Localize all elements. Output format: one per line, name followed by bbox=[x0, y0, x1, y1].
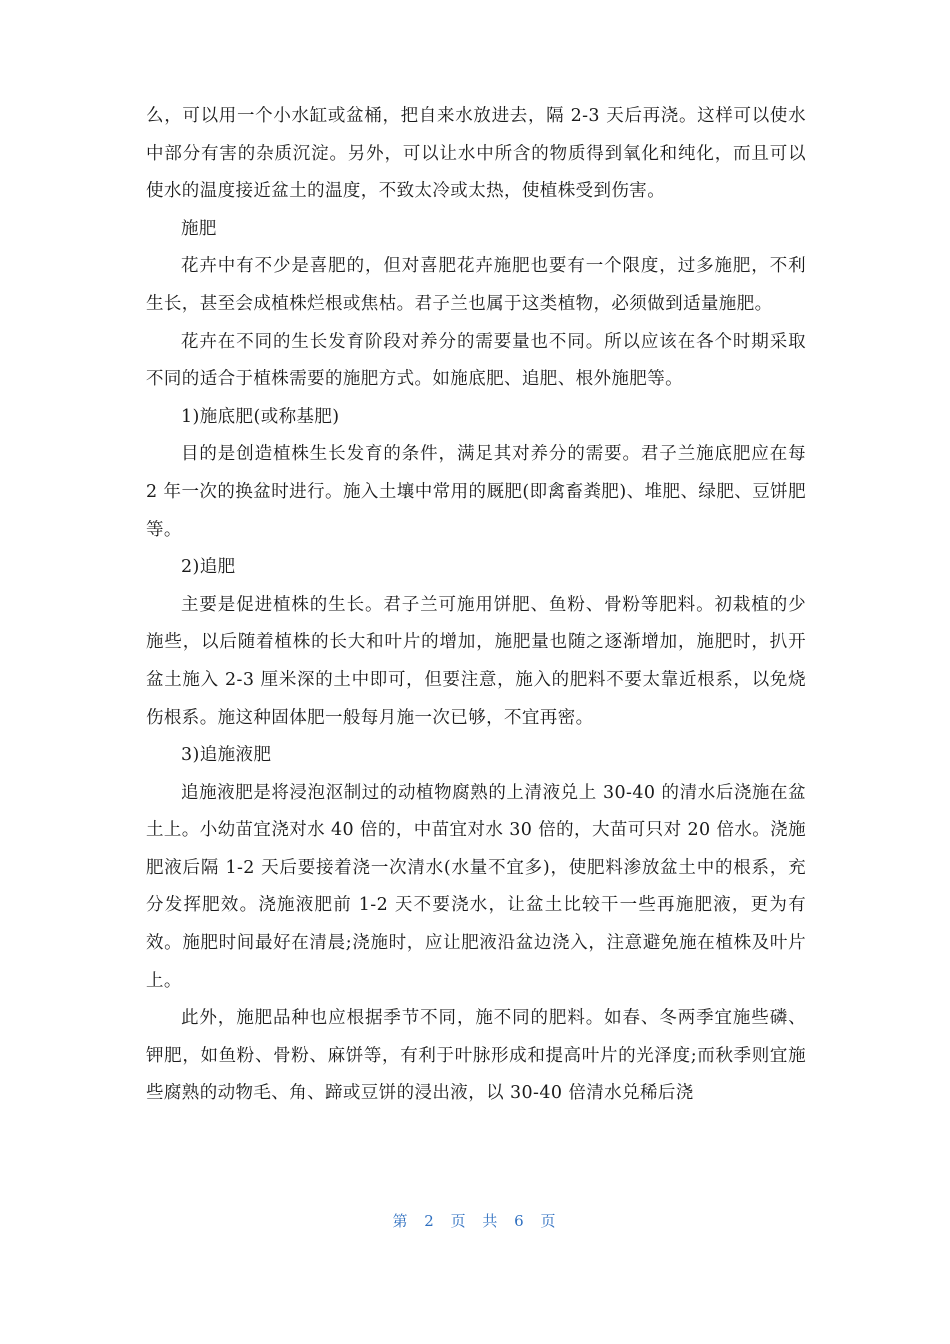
paragraph: 花卉中有不少是喜肥的，但对喜肥花卉施肥也要有一个限度，过多施肥，不利生长，甚至会成植株烂根或焦枯。君子兰也属于这类植物，必须做到适量施肥。 bbox=[146, 256, 806, 314]
document-body bbox=[146, 98, 806, 1113]
subheading-liquid-fertilizer: 3)追施液肥 bbox=[181, 745, 272, 766]
page-number-footer: 第 2 页 共 6 页 bbox=[392, 1212, 558, 1230]
section-heading-fertilizing: 施肥 bbox=[181, 218, 217, 239]
subheading-top-dressing: 2)追肥 bbox=[181, 557, 236, 578]
paragraph: 此外，施肥品种也应根据季节不同，施不同的肥料。如春、冬两季宜施些磷、钾肥，如鱼粉、骨粉、麻饼等，有利于叶脉形成和提高叶片的光泽度;而秋季则宜施些腐熟的动物毛、角、蹄或豆饼的浸出液，以 30-40 倍清水兑稀后浇 bbox=[146, 1008, 806, 1104]
paragraph-continuation: 么，可以用一个小水缸或盆桶，把自来水放进去，隔 2-3 天后再浇。这样可以使水中部分有害的杂质沉淀。另外，可以让水中所含的物质得到氧化和纯化，而且可以使水的温度接近盆土的温度，不致太冷或太热，使植株受到伤害。 bbox=[146, 106, 806, 202]
paragraph: 目的是创造植株生长发育的条件，满足其对养分的需要。君子兰施底肥应在每 2 年一次的换盆时进行。施入土壤中常用的厩肥(即禽畜粪肥)、堆肥、绿肥、豆饼肥等。 bbox=[146, 444, 806, 540]
paragraph: 花卉在不同的生长发育阶段对养分的需要量也不同。所以应该在各个时期采取不同的适合于植株需要的施肥方式。如施底肥、追肥、根外施肥等。 bbox=[146, 331, 806, 390]
paragraph: 主要是促进植株的生长。君子兰可施用饼肥、鱼粉、骨粉等肥料。初栽植的少施些，以后随着植株的长大和叶片的增加，施肥量也随之逐渐增加，施肥时，扒开盆土施入 2-3 厘米深的土中即可，但要注意，施入的肥料不要太靠近根系，以免烧伤根系。施这种固体肥一般每月施一次已够，不宜再密。 bbox=[146, 594, 806, 728]
paragraph: 追施液肥是将浸泡沤制过的动植物腐熟的上清液兑上 30-40 的清水后浇施在盆土上。小幼苗宜浇对水 40 倍的，中苗宜对水 30 倍的，大苗可只对 20 倍水。浇施肥液后隔 1-2 天后要接着浇一次清水(水量不宜多)，使肥料渗放盆土中的根系，充分发挥肥效。浇施液肥前 1-2 天不要浇水，让盆土比较干一些再施肥液，更为有效。施肥时间最好在清晨;浇施时，应让肥液沿盆边浇入，注意避免施在植株及叶片上。 bbox=[146, 782, 806, 991]
subheading-base-fertilizer: 1)施底肥(或称基肥) bbox=[181, 406, 340, 427]
